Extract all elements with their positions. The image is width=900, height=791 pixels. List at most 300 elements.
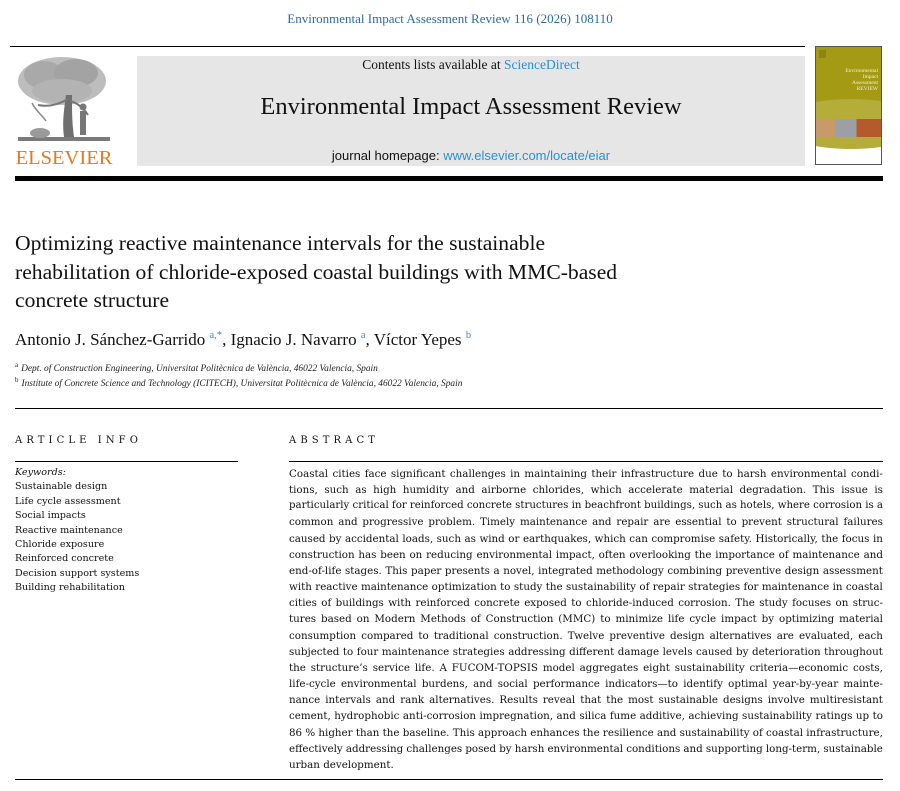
abstract-word: chlorides, [532,484,585,497]
abstract-word: caused [696,645,733,658]
abstract-word: preventive [725,564,782,577]
abstract-word: a [493,564,500,577]
abstract-word: chloride-induced [585,597,674,610]
abstract-word: in [571,500,582,512]
abstract-line [289,579,883,595]
article-info-rule [15,461,238,462]
abstract-word: buildings, [644,500,696,512]
affiliation [15,361,715,374]
abstract-word: design [670,629,705,642]
author-list [15,330,715,350]
abstract-word: corrosion [813,500,863,512]
abstract-word: caused [289,532,326,545]
abstract-word: than [355,726,380,739]
abstract-word: harsh [736,468,767,480]
abstract-word: with [388,597,412,610]
abstract-word: challenges [406,742,463,755]
article-title-line: rehabilitation of chloride-exposed coastal buildings with MMC-based [15,259,618,284]
abstract-word: design [784,564,820,577]
abstract-word: which [594,532,626,545]
abstract-word: common [289,516,334,529]
affiliation-text: Institute of Concrete Science and Technology (ICITECH), Universitat Politècnica de València, 46022 Valencia, Spain [21,379,463,389]
abstract-word: maintenance [381,645,450,658]
abstract-word: cycle [689,613,717,626]
abstract-line [289,547,883,563]
keyword-item: Chloride exposure [15,539,105,551]
abstract-word: by [736,645,749,658]
abstract-word: sustainability [742,710,812,723]
keyword-item: Decision support systems [15,567,140,579]
abstract-word: to [418,629,429,642]
abstract-word: Twelve [567,629,605,642]
abstract-word: struc- [852,597,883,610]
abstract-word: coastal [845,581,883,594]
abstract-word: safety. [718,532,752,545]
abstract-word: four [356,645,379,658]
abstract-word: to [571,597,582,610]
abstract-word: assessment [822,564,883,577]
abstract-word: and [592,516,612,529]
abstract-word: methodology [596,564,664,577]
keyword-item: Social impacts [15,510,86,522]
abstract-word: to [500,581,511,594]
abstract-word: up [855,710,870,723]
abstract-word: based [321,613,352,626]
abstract-word: often [598,548,626,561]
abstract-word: degradation. [739,484,807,497]
abstract-word: structural [786,516,839,529]
abstract-word: is [874,484,883,497]
sciencedirect-link[interactable]: ScienceDirect [504,57,580,72]
abstract-word: resilience [602,726,654,739]
abstract-word: or [508,532,520,545]
author-name[interactable]: Víctor Yepes [373,330,462,349]
abstract-word: integrated [538,564,593,577]
abstract-rule [289,461,883,462]
abstract-line [289,595,883,611]
abstract-word: reactive [315,581,358,594]
abstract-word: the [545,581,563,594]
abstract-word: essential [675,516,722,529]
abstract-word: levels [662,645,693,658]
abstract-word: and [455,484,475,497]
abstract-line [289,482,883,498]
abstract-word: exposed [524,597,567,610]
abstract-word: (MMC) [558,613,596,626]
abstract-word: as [725,500,737,512]
article-title-line: concrete structure [15,288,170,312]
abstract-word: harsh [514,742,545,755]
abstract-word: focuses [792,597,832,610]
abstract-word: construction [289,548,355,561]
keyword-item: Reactive maintenance [15,524,123,536]
abstract-word: a [876,500,883,512]
abstract-word: Methods [420,613,466,626]
abstract-word: accelerate [628,484,683,497]
abstract-word: and [863,548,883,561]
author-affiliation-marker[interactable]: b [465,330,472,341]
abstract-word: sustainability [679,726,750,739]
abstract-word: life. [414,661,435,674]
abstract-word: concrete [474,597,520,610]
cover-publisher-mark [819,50,826,58]
journal-cover-thumbnail[interactable] [815,46,882,165]
abstract-word: achieving [688,710,739,723]
abstract-word: sustainable [658,694,718,707]
abstract-word: This [452,726,475,739]
abstract-word: material [839,613,883,626]
abstract-word: in [872,532,883,545]
abstract-word: compromise [651,532,716,545]
abstract-word: service [372,661,410,674]
abstract-word: enhances [530,726,580,739]
abstract-word: sustainability [566,581,636,594]
cover-photo-strip [816,119,881,137]
abstract-word: to [342,645,354,658]
abstract-word: maintenance [519,516,588,529]
author-name[interactable]: Ignacio J. Navarro [230,330,357,349]
abstract-word: the [606,694,624,707]
abstract-word: impregnation, [479,710,554,723]
keywords-list [15,466,245,596]
cover-title-line: Impact [862,74,878,80]
abstract-word: corrosion. [678,597,731,610]
abstract-word: of [470,613,481,626]
abstract-line [289,611,883,627]
abstract-word: and [656,726,677,739]
abstract-word: critical [352,500,389,512]
abstract-word: rank [400,694,425,707]
abstract-word: evaluated, [798,629,854,642]
abstract-word: alternatives. [429,694,495,707]
abstract-word: significant [390,468,446,480]
abstract-word: progressive [362,516,424,529]
abstract-word: high [373,484,397,497]
abstract-word: and [338,516,358,529]
abstract-word: stages. [344,564,382,577]
abstract-word: optimal [728,678,768,691]
abstract-word: such [698,500,723,512]
abstract-word: problem. [428,516,476,529]
keyword-item: Life cycle assessment [15,495,121,507]
abstract-line [289,725,883,741]
abstract-word: strategies [452,645,505,658]
abstract-word: with [289,581,312,594]
abstract-word: multiresistant [809,694,883,707]
abstract-word: the [582,726,600,739]
abstract-word: loads, [402,532,434,545]
abstract-word: of [752,726,763,739]
abstract-word: the [289,661,306,674]
cover-title-line: Assessment [852,80,878,86]
abstract-word: social [497,678,528,691]
abstract-word: the [694,548,712,561]
abstract-word: identify [683,678,723,691]
abstract-word: nance [289,694,321,707]
cover-title-line: Environmental [845,68,878,74]
abstract-body [289,466,883,773]
abstract-word: environmental [476,548,553,561]
abstract-word: study [759,597,788,610]
abstract-line [289,708,883,724]
journal-citation[interactable]: Environmental Impact Assessment Review 116 (2026) 108110 [287,11,613,26]
abstract-word: long-term, [765,742,821,755]
author-separator: , [365,330,374,349]
abstract-word: on [356,613,370,626]
abstract-line [289,628,883,644]
abstract-word: infrastructure, [806,726,883,739]
abstract-word: wind [479,532,505,545]
abstract-line [289,660,883,676]
abstract-line [289,563,883,579]
abstract-word: alternatives [709,629,772,642]
abstract-word: repair [652,581,685,594]
abstract-word: performance [532,678,600,691]
keywords-label: Keywords: [15,467,66,478]
abstract-word: and [375,694,396,707]
abstract-word: impact, [555,548,595,561]
abstract-word: minimize [615,613,664,626]
abstract-word: criteria—economic [749,661,849,674]
abstract-line [289,676,883,692]
abstract-word: different [569,645,615,658]
abstract-word: compared [361,629,414,642]
article-info-heading: ARTICLE INFO [15,435,143,446]
abstract-word: Coastal [289,468,329,480]
abstract-line [289,531,883,547]
abstract-word: to [600,613,611,626]
abstract-line [289,466,883,482]
author-affiliation-marker[interactable]: a,* [209,330,223,341]
keyword-item: Reinforced concrete [15,553,114,565]
abstract-word: costs, [852,661,883,674]
abstract-word: ratings [815,710,853,723]
abstract-word: is [865,500,874,512]
abstract-line: urban development. [289,758,394,771]
abstract-word: and [683,742,703,755]
journal-masthead [137,56,805,166]
abstract-word: environmental [770,468,847,480]
abstract-word: can [629,532,648,545]
abstract-line [289,498,883,514]
abstract-word: additive, [639,710,685,723]
abstract-word: This [812,484,835,497]
cover-title [820,68,878,92]
abstract-word: to [872,710,883,723]
article-title [15,229,735,315]
abstract-word: are [776,629,794,642]
abstract-word: by [761,613,775,626]
abstract-word: combining [667,564,723,577]
abstract-word: overlooking [629,548,691,561]
abstract-line [289,741,883,757]
contents-prefix: Contents lists available at [362,57,504,72]
abstract-word: end-of-life [289,564,342,577]
abstract-word: face [364,468,387,480]
elsevier-wordmark: ELSEVIER [15,147,113,169]
contents-availability [137,57,805,73]
abstract-word: as [355,484,367,497]
abstract-word: paper [411,564,442,577]
abstract-word: airborne [481,484,527,497]
abstract-word: life [667,613,685,626]
abstract-word: silica [579,710,607,723]
abstract-word: prevent [741,516,782,529]
abstract-word: preventive [609,629,665,642]
abstract-word: throughout [824,645,883,658]
abstract-word: as [464,532,476,545]
abstract-word: focus [841,532,870,545]
affiliation-key: a [15,361,19,369]
abstract-word: construction. [493,629,563,642]
abstract-word: issue [841,484,868,497]
abstract-line [289,514,883,530]
abstract-word: intervals [325,694,371,707]
keyword-item: Sustainable design [15,481,108,493]
abstract-word: designs [722,694,763,707]
abstract-word: by [499,742,512,755]
abstract-word: FUCOM-TOPSIS [451,661,538,674]
abstract-word: are [653,516,671,529]
abstract-word: in [832,581,843,594]
abstract-word: maintenance [761,581,830,594]
elsevier-logo[interactable] [14,55,114,167]
abstract-word: condi- [850,468,883,480]
abstract-word: on [409,548,423,561]
abstract-word: by [329,532,342,545]
abstract-word: consumption [289,629,357,642]
abstract-word: indicators—to [605,678,679,691]
abstract-word: such [324,484,349,497]
abstract-word: optimization [431,581,497,594]
abstract-word: challenges [449,468,506,480]
affiliation-key: b [15,376,19,384]
abstract-word: hydrophobic [334,710,400,723]
abstract-word: cities [289,597,317,610]
abstract-word: approach [478,726,528,739]
abstract-word: mainte- [843,678,883,691]
abstract-word: structures [515,500,569,512]
abstract-word: in [510,468,521,480]
journal-homepage [137,148,805,163]
affiliation [15,376,715,389]
abstract-word: impact [721,613,757,626]
abstract-word: anti-corrosion [402,710,477,723]
abstract-word: Results [499,694,538,707]
abstract-word: novel, [503,564,535,577]
abstract-word: due [698,468,718,480]
abstract-word: infrastructure [620,468,695,480]
abstract-word: deterioration [751,645,821,658]
header-rule [10,46,805,47]
abstract-word: effectively [289,742,343,755]
abstract-word: cement, [289,710,331,723]
abstract-word: subjected [289,645,340,658]
abstract-word: model [542,661,575,674]
author-affiliation-marker[interactable]: a [360,330,366,341]
abstract-word: A [439,661,447,674]
abstract-word: higher [318,726,353,739]
abstract-word: posed [465,742,497,755]
abstract-word: where [777,500,810,512]
abstract-word: 86 [289,726,303,739]
abstract-word: presents [444,564,490,577]
abstract-word: of [321,597,332,610]
abstract-word: study [513,581,543,594]
abstract-word: which [590,484,622,497]
abstract-word: coastal [766,726,804,739]
cover-title-line: REVIEW [856,86,878,92]
abstract-word: The [735,597,755,610]
abstract-word: addressing [345,742,404,755]
author-name[interactable]: Antonio J. Sánchez-Garrido [15,330,206,349]
abstract-word: traditional [433,629,489,642]
abstract-word: their [591,468,617,480]
abstract-word: repair [616,516,649,529]
homepage-prefix: journal homepage: [331,148,444,163]
abstract-word: addressing [508,645,566,658]
abstract-heading: ABSTRACT [289,435,379,446]
abstract-word: This [385,564,408,577]
abstract-word: for [391,500,407,512]
abstract-word: Modern [374,613,416,626]
abstract-word: humidity [402,484,449,497]
abstract-word: maintenance [792,548,860,561]
keyword-item: Building rehabilitation [15,582,125,594]
abstract-word: burdens, [421,678,468,691]
abstract-word: reducing [426,548,473,561]
abstract-word: Timely [479,516,516,529]
abstract-word: most [628,694,654,707]
abstract-word: maintenance [360,581,429,594]
section-divider [15,408,883,409]
abstract-word: strategies [688,581,741,594]
abstract-word: accidental [344,532,399,545]
abstract-word: each [858,629,883,642]
abstract-word: of [639,581,650,594]
abstract-word: to [722,468,733,480]
abstract-word: environmental [340,678,417,691]
abstract-word: structure’s [310,661,368,674]
affiliation-text: Dept. of Construction Engineering, Universitat Politècnica de València, 46022 Valencia, Spain [21,364,378,374]
abstract-word: that [580,694,602,707]
abstract-word: environmental [547,742,624,755]
abstract-line [289,644,883,660]
abstract-word: eight [643,661,670,674]
abstract-word: of [778,548,789,561]
abstract-word: optimizing [779,613,835,626]
abstract-word: life-cycle [289,678,336,691]
journal-title: Environmental Impact Assessment Review [260,93,682,120]
abstract-word: and [473,678,493,691]
abstract-word: such [436,532,461,545]
abstract-word: reinforced [415,597,470,610]
abstract-word: sustainable [823,742,883,755]
abstract-word: damage [617,645,660,658]
abstract-word: reveal [542,694,576,707]
homepage-link[interactable]: www.elsevier.com/locate/eiar [443,148,611,163]
abstract-word: cities [332,468,361,480]
abstract-word: Construction [485,613,554,626]
abstract-word: sustainability [674,661,745,674]
abstract-word: aggregates [579,661,639,674]
abstract-word: year-by-year [772,678,839,691]
abstract-word: particularly [289,500,350,512]
abstract-word: the [382,726,400,739]
abstract-word: involve [767,694,805,707]
abstract-line [289,692,883,708]
abstract-end-rule [15,779,883,780]
